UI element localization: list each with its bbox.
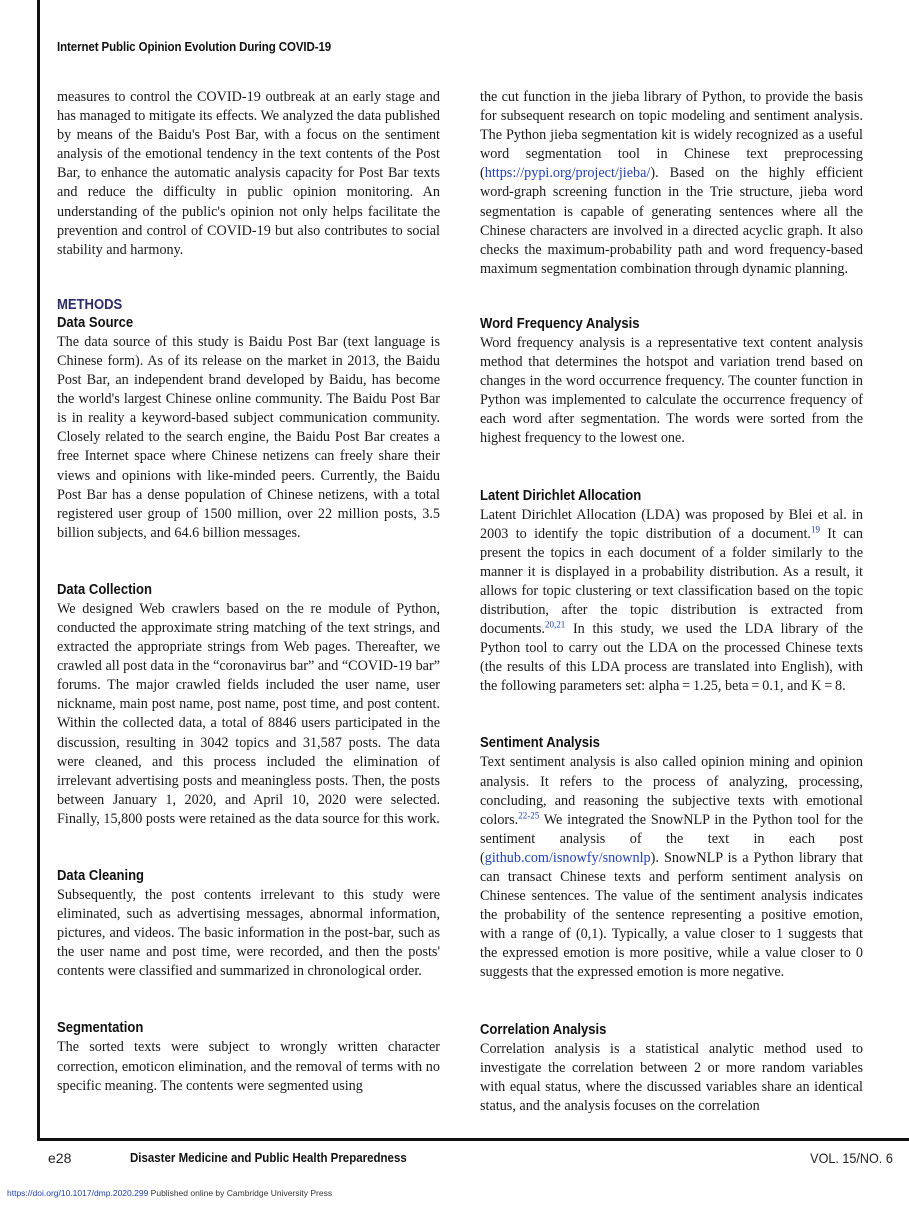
subheading-word-frequency: Word Frequency Analysis bbox=[480, 315, 640, 332]
segmentation-paragraph: The sorted texts were subject to wrongly written character correction, emoticon elimination, and the removal of terms with no specific meaning. The contents were segmented using bbox=[57, 1039, 440, 1094]
data-source-paragraph: The data source of this study is Baidu Post Bar (text language is Chinese form). As of its release on the market in 2013, the Baidu Post Bar, an independent brand developed by Baidu, has become the world's largest Chinese online community. The Baidu Post Bar is in reality a keyword-based subject communication community. Closely related to the search engine, the Baidu Post Bar creates a free Internet space where Chinese netizens can freely share their views and opinions with like-minded peers. Currently, the Baidu Post Bar has a dense population of Chinese netizens, with a total registered user group of 1500 million, over 22 million posts, 3.5 billion subjects, and 64.6 billion messages. bbox=[57, 333, 440, 541]
journal-name: Disaster Medicine and Public Health Preparedness bbox=[130, 1151, 407, 1165]
subheading-data-collection: Data Collection bbox=[57, 581, 152, 598]
data-cleaning-paragraph: Subsequently, the post contents irrelevant to this study were eliminated, such as advertising messages, abnormal information, pictures, and videos. The basic information in the post-bar, such as the user name and post time, were recorded, and then the posts' contents were classified and summarized in chronological order. bbox=[57, 887, 440, 980]
lda-text-3: In this study, we used the LDA library of the Python tool to carry out the LDA on the processed Chinese texts (the results of this LDA process are translated into English), with the following parameters set: alpha = 1.25, beta = 0.1, and K = 8. bbox=[480, 621, 863, 695]
sentiment-paragraph bbox=[480, 753, 863, 982]
lda-text-2: It can present the topics in each document of a folder similarly to the manner it is displayed in a probability distribution. As a result, it allows for topic clustering or text classification based on the topic distribution, after the topic distribution is extracted from documents. bbox=[480, 525, 863, 638]
subheading-sentiment-analysis: Sentiment Analysis bbox=[480, 735, 600, 752]
jieba-link[interactable]: https://pypi.org/project/jieba/ bbox=[484, 165, 651, 182]
running-head-title: Internet Public Opinion Evolution During COVID-19 bbox=[57, 40, 332, 54]
sentiment-text-2: We integrated the SnowNLP in the Python tool for the sentiment analysis of the text in each post ( bbox=[480, 811, 863, 866]
segmentation-text-1: the cut function in the jieba library of Python, to provide the basis for subsequent research on topic modeling and sentiment analysis. The Python jieba segmentation kit is widely recognized as a useful word segmentation tool in Chinese text preprocessing ( bbox=[480, 89, 863, 182]
intro-paragraph: measures to control the COVID-19 outbreak at an early stage and has managed to mitigate its effects. We analyzed the data published by means of the Baidu's Post Bar, with a focus on the sentiment analysis of the emotional tendency in the text contents of the Post Bar, to enhance the automatic analysis capacity for Post Bar texts and reduce the difficulty in public opinion monitoring. An understanding of the public's opinion not only helps facilitate the prevention and control of COVID-19 but also contributes to social stability and harmony. bbox=[57, 89, 440, 258]
citation-ref[interactable]: 19 bbox=[810, 523, 820, 534]
page-number: e28 bbox=[48, 1150, 72, 1166]
right-column bbox=[480, 88, 863, 1116]
publisher-line bbox=[7, 1188, 332, 1198]
subheading-data-cleaning: Data Cleaning bbox=[57, 868, 145, 884]
subheading-data-source: Data Source bbox=[57, 314, 134, 331]
lda-text-1: Latent Dirichlet Allocation (LDA) was proposed by Blei et al. in 2003 to identify the topic distribution of a document. bbox=[480, 506, 863, 542]
page-frame-bottom-rule bbox=[37, 1138, 909, 1141]
subheading-lda: Latent Dirichlet Allocation bbox=[480, 487, 642, 504]
word-frequency-paragraph: Word frequency analysis is a representative text content analysis method that determines the hotspot and variation trend based on changes in the word occurrence frequency. The counter function in Python was implemented to calculate the occurrence frequency of each word after segmentation. The words were sorted from the highest frequency to the lowest one. bbox=[480, 334, 863, 447]
section-heading-methods: METHODS bbox=[57, 296, 123, 313]
snownlp-link[interactable]: github.com/isnowfy/snownlp bbox=[484, 849, 651, 866]
publisher-text: Published online by Cambridge University Press bbox=[148, 1188, 333, 1198]
subheading-segmentation: Segmentation bbox=[57, 1020, 144, 1037]
page-frame-left-rule bbox=[37, 0, 40, 1141]
lda-paragraph bbox=[480, 506, 863, 697]
left-column bbox=[57, 88, 440, 1096]
sentiment-text-3: ). SnowNLP is a Python library that can transact Chinese texts and perform sentiment analysis on Chinese sentences. The value of the sentiment analysis indicates the probability of the sentence representing a positive emotion, with a range of (0,1). Typically, a value closer to 1 suggests that the expressed emotion is more positive, while a value closer to 0 suggests that the expressed emotion is more negative. bbox=[480, 849, 863, 981]
sentiment-text-1: Text sentiment analysis is also called opinion mining and opinion analysis. It refers to the process of analyzing, processing, concluding, and reasoning the subjective texts with emotional colors. bbox=[480, 754, 863, 828]
citation-ref[interactable]: 20,21 bbox=[545, 619, 566, 630]
doi-link[interactable]: https://doi.org/10.1017/dmp.2020.299 bbox=[7, 1188, 149, 1198]
segmentation-continued-paragraph bbox=[480, 88, 863, 279]
page-footer bbox=[0, 1150, 909, 1170]
subheading-correlation-analysis: Correlation Analysis bbox=[480, 1021, 607, 1038]
volume-issue: VOL. 15/NO. 6 bbox=[810, 1150, 893, 1166]
correlation-paragraph: Correlation analysis is a statistical analytic method used to investigate the correlation between 2 or more random variables with equal status, where the discussed variables share an identical status, and the analysis focuses on the correlation bbox=[480, 1040, 863, 1114]
segmentation-text-2: ). Based on the highly efficient word-graph screening function in the Trie structure, jieba word segmentation is capable of generating sentences where all the Chinese characters are involved in a directed acyclic graph. It also checks the maximum-probability path and word frequency-based maximum segmentation combination through dynamic planning. bbox=[480, 165, 863, 277]
data-collection-paragraph: We designed Web crawlers based on the re module of Python, conducted the approximate string matching of the text strings, and extracted the appropriate strings from Web pages. Thereafter, we crawled all post data in the “coronavirus bar” and “COVID-19 bar” forums. The major crawled fields included the user name, user nickname, main post name, post name, post time, and post content. Within the collected data, a total of 8846 users participated in the discussion, resulting in 3042 topics and 31,587 posts. The data were cleaned, and this process included the elimination of irrelevant advertising posts and meaningless posts. Then, the posts between January 1, 2020, and April 10, 2020 were selected. Finally, 15,800 posts were retained as the data source for this work. bbox=[57, 600, 440, 827]
citation-ref[interactable]: 22-25 bbox=[518, 809, 540, 820]
